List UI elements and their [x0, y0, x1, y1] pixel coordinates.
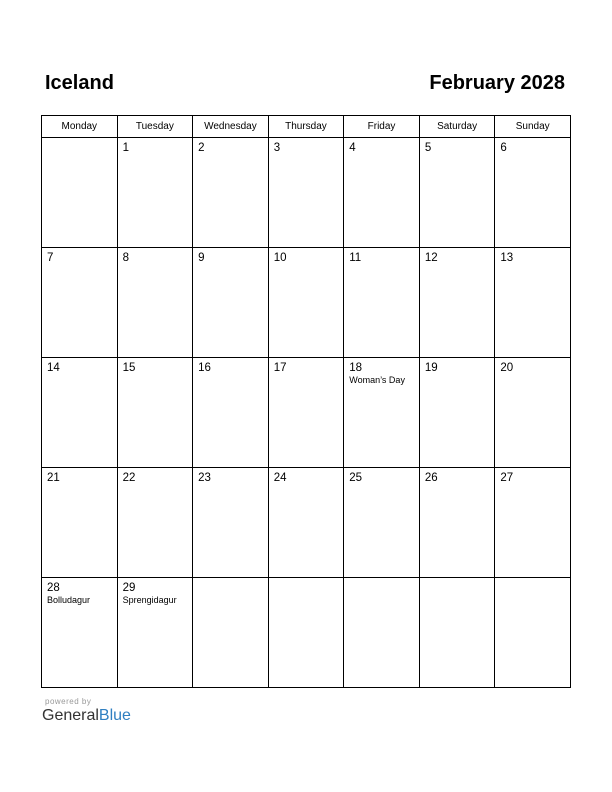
- day-cell: [268, 248, 344, 358]
- day-number: 19: [424, 362, 438, 374]
- day-cell: [42, 358, 118, 468]
- week-row: [42, 578, 571, 688]
- weekday-header-saturday: Saturday: [419, 116, 495, 138]
- week-row: [42, 358, 571, 468]
- day-number: 2: [198, 142, 205, 154]
- day-cell: [495, 358, 571, 468]
- day-cell: [344, 578, 420, 688]
- day-number: [495, 578, 570, 581]
- day-cell: [268, 358, 344, 468]
- footer-branding: [42, 697, 131, 725]
- day-cell: [193, 248, 269, 358]
- day-number: [193, 578, 268, 581]
- day-number: 15: [122, 362, 136, 374]
- day-number: 14: [47, 362, 60, 374]
- day-number: 21: [47, 472, 60, 484]
- day-number: 3: [273, 142, 281, 154]
- holiday-label: Bolludagur: [47, 595, 91, 605]
- day-number: 20: [500, 362, 514, 374]
- weekday-header-wednesday: Wednesday: [193, 116, 269, 138]
- day-cell: [117, 578, 193, 688]
- day-number: [420, 578, 495, 581]
- week-row: [42, 468, 571, 578]
- day-cell: [268, 468, 344, 578]
- day-number: [344, 578, 419, 581]
- day-number: 5: [424, 142, 432, 154]
- day-cell: [419, 138, 495, 248]
- weekday-header-thursday: Thursday: [268, 116, 344, 138]
- day-number: 22: [122, 472, 136, 484]
- day-cell: [42, 468, 118, 578]
- weekday-header-row: [42, 116, 571, 138]
- day-cell: [495, 138, 571, 248]
- brand-blue-text: Blue: [98, 707, 131, 724]
- day-cell: [193, 358, 269, 468]
- weekday-header-tuesday: Tuesday: [117, 116, 193, 138]
- day-cell: [268, 138, 344, 248]
- day-cell: [42, 578, 118, 688]
- day-cell: [117, 358, 193, 468]
- day-cell: [344, 468, 420, 578]
- day-number: 11: [349, 252, 362, 264]
- day-number: [42, 138, 117, 141]
- day-number: 8: [122, 252, 129, 264]
- day-number: 1: [122, 142, 129, 154]
- day-number: 23: [198, 472, 211, 484]
- brand-general-text: General: [42, 707, 99, 724]
- day-number: 4: [349, 142, 356, 154]
- day-cell: [495, 578, 571, 688]
- calendar-grid: [41, 115, 571, 688]
- day-number: 29: [122, 582, 136, 594]
- day-cell: [419, 358, 495, 468]
- day-number: 10: [273, 252, 287, 264]
- day-cell: [495, 468, 571, 578]
- day-cell: [344, 358, 420, 468]
- day-number: 27: [500, 472, 514, 484]
- weekday-header-friday: Friday: [344, 116, 420, 138]
- day-number: 13: [500, 252, 514, 264]
- week-row: [42, 138, 571, 248]
- holiday-label: Woman’s Day: [349, 375, 405, 385]
- day-cell: [117, 468, 193, 578]
- day-cell: [193, 468, 269, 578]
- generalblue-logo: [42, 707, 131, 725]
- day-cell: [344, 138, 420, 248]
- day-cell: [419, 248, 495, 358]
- day-number: 6: [500, 142, 507, 154]
- day-cell: [193, 578, 269, 688]
- week-row: [42, 248, 571, 358]
- day-cell: [42, 248, 118, 358]
- day-number: 17: [273, 362, 287, 374]
- day-number: 18: [349, 362, 363, 374]
- day-cell: [419, 578, 495, 688]
- day-number: 12: [424, 252, 438, 264]
- day-number: 26: [424, 472, 438, 484]
- month-year-title: February 2028: [429, 72, 565, 94]
- weekday-header-sunday: Sunday: [495, 116, 571, 138]
- country-title: Iceland: [45, 72, 114, 94]
- day-cell: [419, 468, 495, 578]
- day-cell: [117, 248, 193, 358]
- day-number: 9: [198, 252, 205, 264]
- holiday-label: Sprengidagur: [122, 595, 177, 605]
- day-cell: [42, 138, 118, 248]
- powered-by-text: powered by: [45, 697, 92, 706]
- weekday-header-monday: Monday: [42, 116, 118, 138]
- day-cell: [117, 138, 193, 248]
- day-cell: [193, 138, 269, 248]
- day-number: 25: [349, 472, 363, 484]
- day-number: 28: [47, 582, 60, 594]
- day-number: 16: [198, 362, 211, 374]
- day-cell: [344, 248, 420, 358]
- day-number: 24: [273, 472, 287, 484]
- day-number: [269, 578, 344, 581]
- day-cell: [268, 578, 344, 688]
- day-cell: [495, 248, 571, 358]
- day-number: 7: [47, 252, 54, 264]
